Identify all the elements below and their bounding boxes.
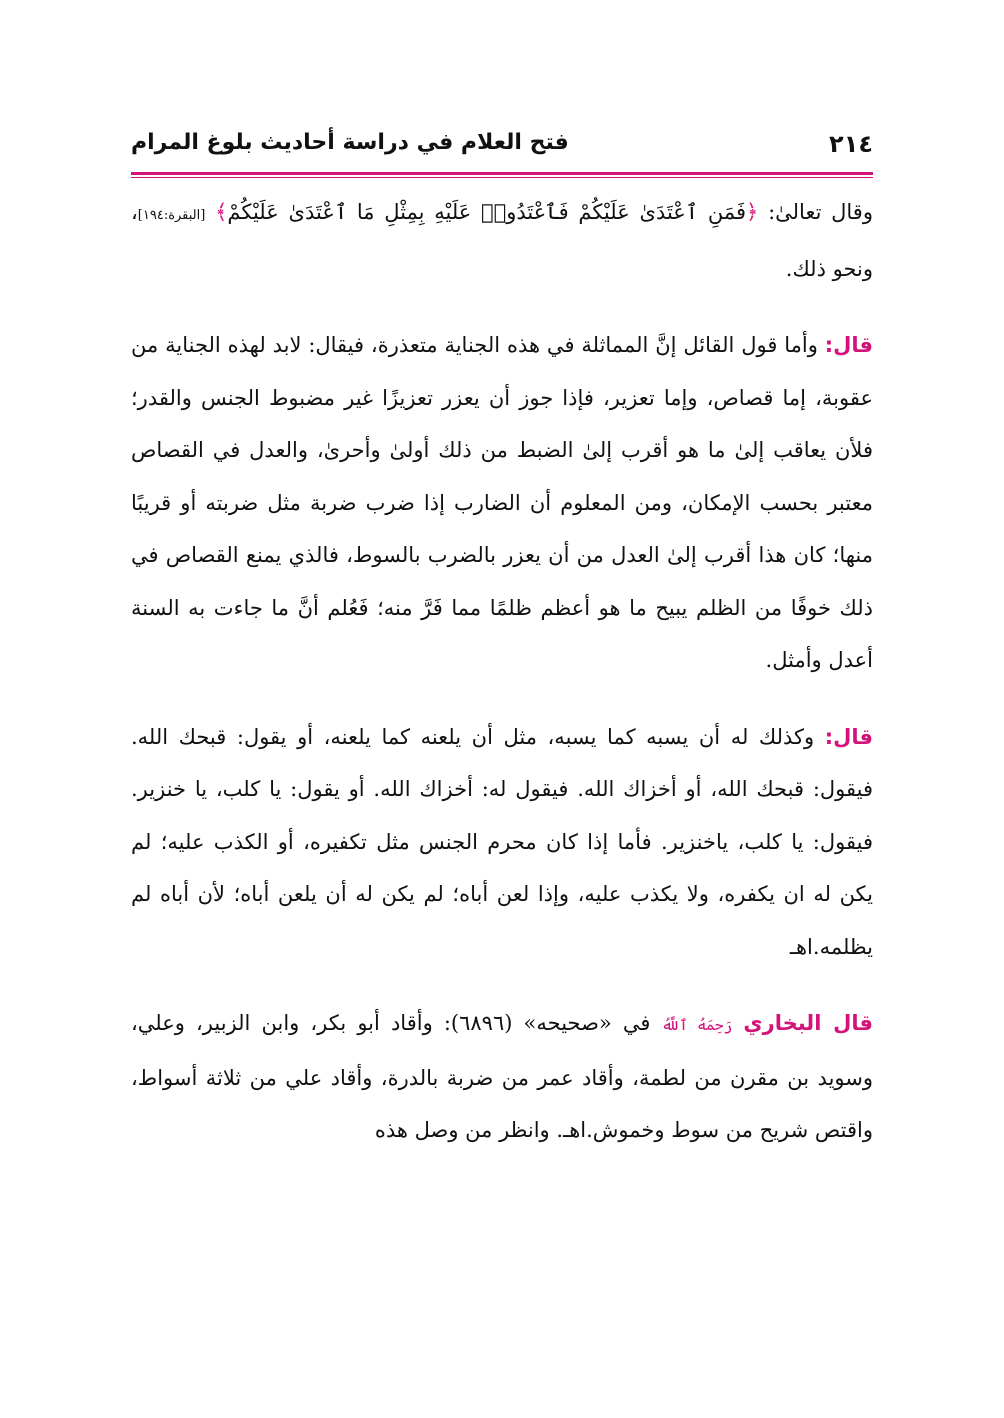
verse-intro: وقال تعالىٰ: (758, 200, 873, 224)
paragraph-text: وأما قول القائل إنَّ المماثلة في هذه الجناية متعذرة، فيقال: لابد لهذه الجناية من عقوبة، إما قصاص، وإما تعزير، فإذا جوز أن يعزر تعزيزًا غير مضبوط الجنس والقدر؛ فلأن يعاقب إلىٰ ما هو أقرب إلىٰ الضبط من ذلك أولىٰ وأحرىٰ، والعدل في القصاص معتبر بحسب الإمكان، ومن المعلوم أن الضارب إذا ضرب ضربة مثل ضربته أو قريبًا منها؛ كان هذا أقرب إلىٰ العدل من أن يعزر بالضرب بالسوط، فالذي يمنع القصاص في ذلك خوفًا من الظلم يبيح ما هو أعظم ظلمًا مما فَرَّ منه؛ فَعُلم أنَّ ما جاءت به السنة أعدل وأمثل. (131, 333, 873, 672)
honorific-rahimahullah: رَحِمَهُ ٱللَّهُ (661, 1016, 733, 1034)
page-number: ٢١٤ (829, 130, 873, 158)
quran-verse: فَمَنِ ٱعْتَدَىٰ عَلَيْكُمْ فَٱعْتَدُوا۟ عَلَيْهِ بِمِثْلِ مَا ٱعْتَدَىٰ عَلَيْكُمْ (227, 200, 747, 224)
book-title: فتح العلام في دراسة أحاديث بلوغ المرام (131, 130, 569, 155)
paragraph-text: في «صحيحه» (٦٨٩٦): وأقاد أبو بكر، وابن الزبير، وعلي، وسويد بن مقرن من لطمة، وأقاد عمر من ضربة بالدرة، وأقاد علي من ثلاثة أسواط، واقتص شريح من سوط وخموش.اهـ. وانظر من وصل هذه (131, 1011, 873, 1142)
running-header (131, 126, 873, 170)
quran-bracket-open: ﴿ (746, 200, 759, 224)
paragraph-quran-verse (131, 186, 873, 295)
paragraph-lead-qal: قال: (824, 724, 873, 749)
body-text (131, 186, 873, 1157)
paragraph-mumathala (131, 319, 873, 687)
paragraph-lead-qal: قال: (824, 333, 873, 357)
verse-reference: [البقرة:١٩٤] (137, 208, 206, 223)
header-rule-thin (131, 177, 873, 178)
paragraph-text: وكذلك له أن يسبه كما يسبه، مثل أن يلعنه كما يلعنه، أو يقول: قبحك الله. فيقول: قبحك الله، أو أخزاك الله. فيقول له: أخزاك الله. أو يقول: يا كلب، يا خنزير. فيقول: يا كلب، ياخنزير. فأما إذا كان محرم الجنس مثل تكفيره، أو الكذب عليه؛ لم يكن له ان يكفره، ولا يكذب عليه، وإذا لعن أباه؛ لم يكن له أن يلعن أباه؛ لأن أباه لم يظلمه.اهـ (131, 724, 873, 959)
paragraph-sabb (131, 711, 873, 974)
header-rule-thick (131, 172, 873, 175)
quran-bracket-close: ﴾ (215, 200, 228, 224)
verse-trailing-text: ، ونحو ذلك. (131, 200, 873, 281)
paragraph-lead-bukhari: قال البخاري (743, 1011, 873, 1035)
paragraph-bukhari (131, 997, 873, 1157)
